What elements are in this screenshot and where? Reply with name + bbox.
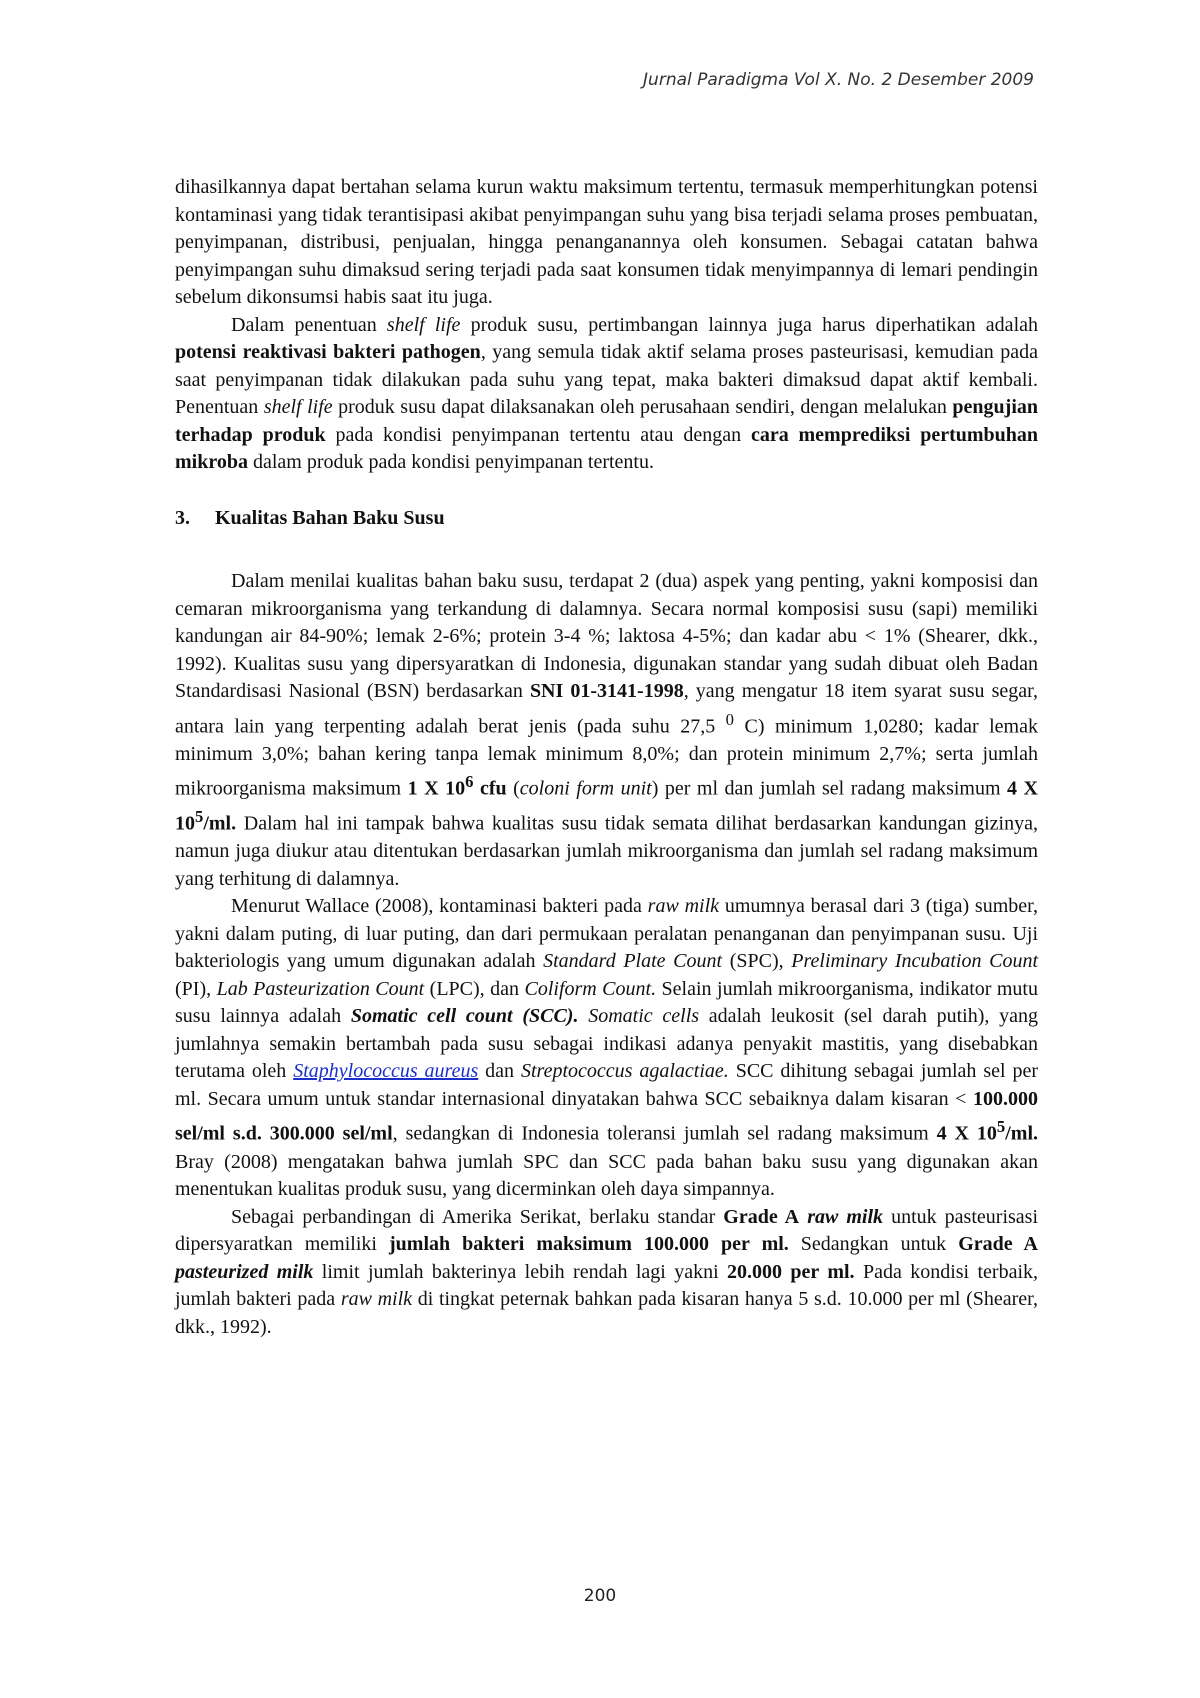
section-number: 3. [175, 506, 190, 529]
article-body [175, 174, 1038, 1341]
staphylococcus-link[interactable]: Staphylococcus aureus [293, 1060, 479, 1083]
paragraph-shelf-life: Dalam penentuan shelf life produk susu, pertimbangan lainnya juga harus diperhatikan adalah potensi reaktivasi bakteri pathogen, yang semula tidak aktif selama proses pasteurisasi, kemudian pada saat penyimpanan tidak dilakukan pada suhu yang tepat, maka bakteri dimaksud dapat aktif kembali. Penentuan shelf life produk susu dapat dilaksanakan oleh perusahaan sendiri, dengan melalukan pengujian terhadap produk pada kondisi penyimpanan tertentu atau dengan cara memprediksi pertumbuhan mikroba dalam produk pada kondisi penyimpanan tertentu. [175, 313, 1039, 473]
section-heading [175, 505, 1038, 533]
journal-header: Jurnal Paradigma Vol X. No. 2 Desember 2009 [643, 70, 1034, 90]
paragraph-continuation: dihasilkannya dapat bertahan selama kurun waktu maksimum tertentu, termasuk memperhitungkan potensi kontaminasi yang tidak terantisipasi akibat penyimpangan suhu yang bisa terjadi selama proses pembuatan, penyimpanan, distribusi, penjualan, hingga penanganannya oleh konsumen. Sebagai catatan bahwa penyimpangan suhu dimaksud sering terjadi pada saat konsumen tidak menyimpannya di lemari pendingin sebelum dikonsumsi habis saat itu juga. [175, 176, 1038, 308]
section-title: Kualitas Bahan Baku Susu [215, 506, 445, 529]
paragraph-comparison: Sebagai perbandingan di Amerika Serikat, berlaku standar Grade A raw milk untuk pasteurisasi dipersyaratkan memiliki jumlah bakteri maksimum 100.000 per ml. Sedangkan untuk Grade A pasteurized milk limit jumlah bakterinya lebih rendah lagi yakni 20.000 per ml. Pada kondisi terbaik, jumlah bakteri pada raw milk di tingkat peternak bahkan pada kisaran hanya 5 s.d. 10.000 per ml (Shearer, dkk., 1992). [175, 1205, 1039, 1338]
page-number: 200 [583, 1586, 617, 1606]
paragraph-contamination: Menurut Wallace (2008), kontaminasi bakteri pada raw milk umumnya berasal dari 3 (tiga) sumber, yakni dalam puting, di luar puting, dan dari permukaan peralatan penanganan dan penyimpanan susu. Uji bakteriologis yang umum digunakan adalah Standard Plate Count (SPC), Preliminary Incubation Count (PI), Lab Pasteurization Count (LPC), dan Coliform Count. Selain jumlah mikroorganisma, indikator mutu susu lainnya adalah Somatic cell count (SCC). Somatic cells adalah leukosit (sel darah putih), yang jumlahnya semakin bertambah pada susu sebagai indikasi adanya penyakit mastitis, yang disebabkan terutama oleh Staphylococcus aureus dan Streptococcus agalactiae. SCC dihitung sebagai jumlah sel per ml. Secara umum untuk standar internasional dinyatakan bahwa SCC sebaiknya dalam kisaran < 100.000 sel/ml s.d. 300.000 sel/ml, sedangkan di Indonesia toleransi jumlah sel radang maksimum 4 X $10^5/ml$. Bray (2008) mengatakan bahwa jumlah SPC dan SCC pada bahan baku susu yang digunakan akan menentukan kualitas produk susu, yang dicerminkan oleh daya simpannya. [175, 895, 1039, 1201]
paragraph-quality: Dalam menilai kualitas bahan baku susu, terdapat 2 (dua) aspek yang penting, yakni komposisi dan cemaran mikroorganisma yang terkandung di dalamnya. Secara normal komposisi susu (sapi) memiliki kandungan air 84-90%; lemak 2-6%; protein 3-4 %; laktosa 4-5%; dan kadar abu < 1% (Shearer, dkk., 1992). Kualitas susu yang dipersyaratkan di Indonesia, digunakan standar yang sudah dibuat oleh Badan Standardisasi Nasional (BSN) berdasarkan SNI 01-3141-1998, yang mengatur 18 item syarat susu segar, antara lain yang terpenting adalah berat jenis (pada suhu 27,5 $^0$ C) minimum 1,0280; kadar lemak minimum 3,0%; bahan kering tanpa lemak minimum 8,0%; dan protein minimum 2,7%; serta jumlah mikroorganisma maksimum 1 X $10^6$ cfu (coloni form unit) per ml dan jumlah sel radang maksimum 4 X $10^5/ml$. Dalam hal ini tampak bahwa kualitas susu tidak semata dilihat berdasarkan kandungan gizinya, namun juga diukur atau ditentukan berdasarkan jumlah mikroorganisma dan jumlah sel radang maksimum yang terhitung di dalamnya. [175, 570, 1038, 890]
